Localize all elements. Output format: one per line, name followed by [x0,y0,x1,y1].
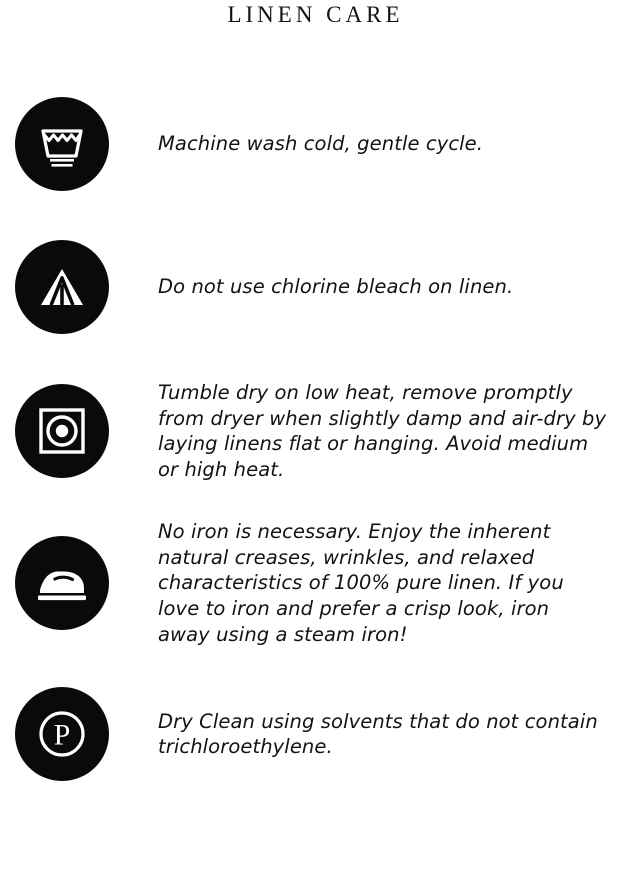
icon-cell [10,687,114,781]
icon-cell [10,240,114,334]
care-instruction-text: Tumble dry on low heat, remove promptly from dryer when slightly damp and air-dry by laying linens flat or hanging. Avoid medium or high heat. [158,380,607,482]
no-bleach-triangle-icon [15,240,109,334]
svg-text:P: P [53,718,71,752]
care-instruction-text: Machine wash cold, gentle cycle. [158,132,484,156]
text-cell [114,519,617,648]
list-item [0,219,631,355]
care-instruction-text: Do not use chlorine bleach on linen. [158,275,514,299]
text-cell [114,380,617,483]
list-item [0,659,631,809]
list-item [0,355,631,507]
text-cell [114,709,617,760]
care-instruction-text: Dry Clean using solvents that do not contain trichloroethylene. [158,709,598,759]
page-title: LINEN CARE [227,2,404,27]
icon-cell [10,536,114,630]
wash-tub-icon [15,97,109,191]
care-instruction-list [0,69,631,809]
text-cell [114,131,617,157]
tumble-dry-icon [15,384,109,478]
iron-icon [15,536,109,630]
icon-cell [10,384,114,478]
list-item [0,507,631,659]
care-instruction-text: No iron is necessary. Enjoy the inherent natural creases, wrinkles, and relaxed characteristics of 100% pure linen. If you love to iron and prefer a crisp look, iron away using a steam iron! [158,519,564,646]
icon-cell [10,97,114,191]
text-cell [114,274,617,300]
dry-clean-p-circle-icon [15,687,109,781]
list-item [0,69,631,219]
